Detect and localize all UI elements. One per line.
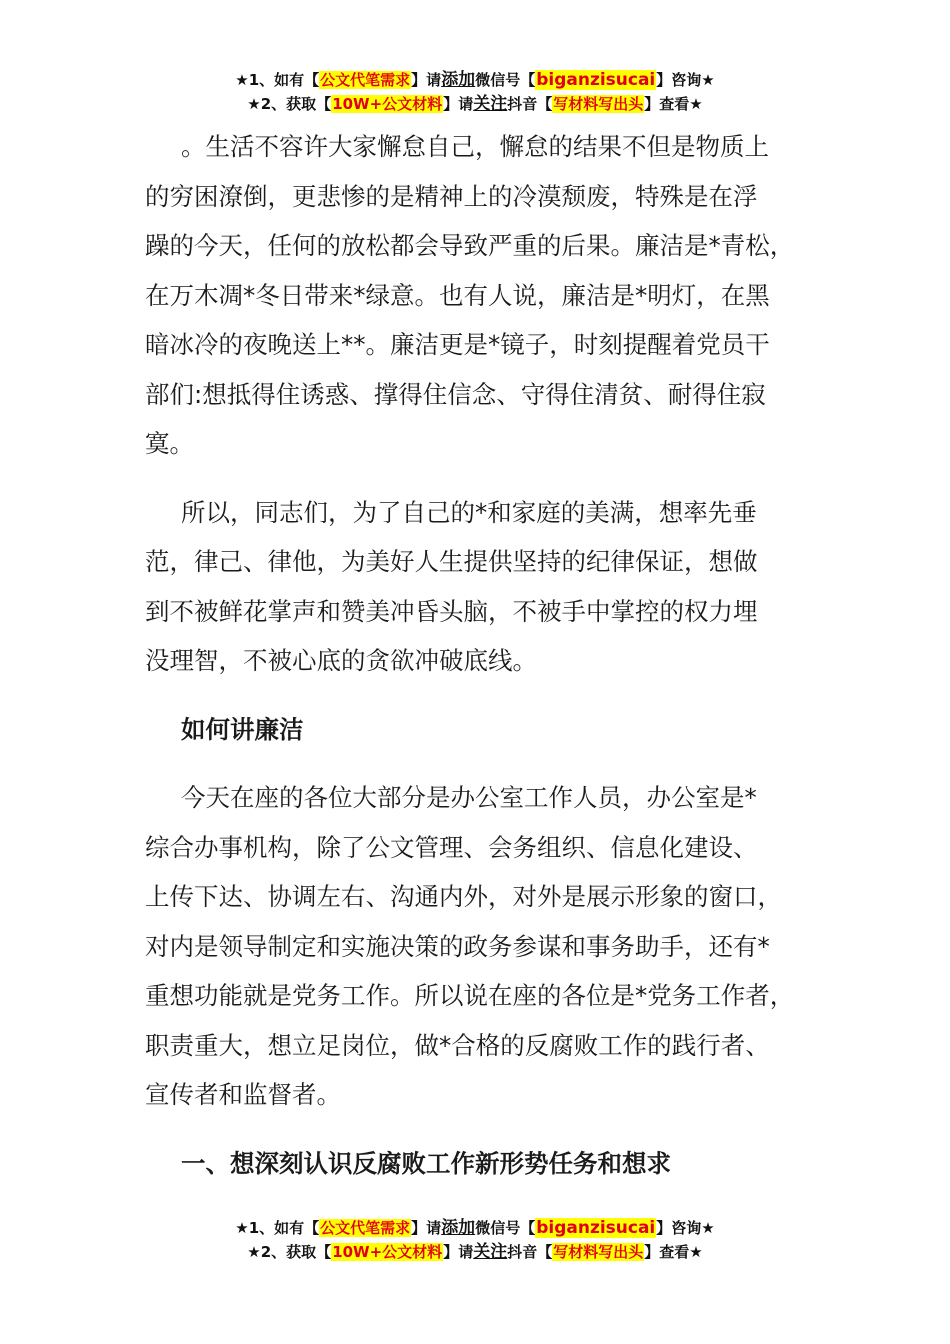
paragraph-2 xyxy=(145,488,825,686)
promo-text: 】请 xyxy=(411,71,442,89)
promo-text: 微信号【 xyxy=(475,71,536,89)
document-body xyxy=(145,122,825,1188)
paragraph-spacer xyxy=(145,754,825,773)
text-line: 综合办事机构，除了公文管理、会务组织、信息化建设、 xyxy=(145,832,758,862)
text-line: 到不被鲜花掌声和赞美冲昏头脑，不被手中掌控的权力埋 xyxy=(145,596,758,626)
promo-text: 抖音【 xyxy=(507,95,553,113)
promo-emphasis: 添加 xyxy=(441,1218,476,1238)
text-line: 今天在座的各位大部分是办公室工作人员，办公室是* xyxy=(181,783,757,812)
text-line: 职责重大，想立足岗位，做*合格的反腐败工作的践行者、 xyxy=(145,1030,770,1060)
text-line: 重想功能就是党务工作。所以说在座的各位是*党务工作者， xyxy=(145,981,795,1010)
text-line: 对内是领导制定和实施决策的政务参谋和事务助手，还有* xyxy=(145,931,770,961)
promo-highlight: 10W+公文材料 xyxy=(332,95,443,113)
promo-text: 】请 xyxy=(443,95,474,113)
promo-emphasis: 添加 xyxy=(441,70,476,90)
promo-highlight: 公文代笔需求 xyxy=(320,1219,411,1237)
text-line: 暗冰冷的夜晚送上**。廉洁更是*镜子，时刻提醒着党员干 xyxy=(145,330,770,359)
promo-line-1 xyxy=(0,68,950,92)
text-line: 上传下达、协调左右、沟通内外，对外是展示形象的窗口， xyxy=(145,882,782,911)
promo-highlight: 10W+公文材料 xyxy=(332,1243,443,1261)
text-line: 躁的今天，任何的放松都会导致严重的后果。廉洁是*青松， xyxy=(145,231,795,260)
promo-highlight: 公文代笔需求 xyxy=(320,71,411,89)
text-line: 在万木凋*冬日带来*绿意。也有人说，廉洁是*明灯，在黑 xyxy=(145,280,770,310)
text-line: 的穷困潦倒，更悲惨的是精神上的冷漠颓废，特殊是在浮 xyxy=(145,181,758,211)
text-line: 。生活不容许大家懈怠自己，懈怠的结果不但是物质上 xyxy=(181,132,769,161)
promo-emphasis: 关注 xyxy=(473,1242,508,1262)
promo-text: 】咨询★ xyxy=(656,1219,715,1237)
promo-douyin-account: 写材料写出头 xyxy=(553,95,644,113)
promo-text: ★1、如有【 xyxy=(235,71,320,89)
promo-text: 微信号【 xyxy=(475,1219,536,1237)
text-line: 范，律己、律他，为美好人生提供坚持的纪律保证，想做 xyxy=(145,547,758,576)
promo-douyin-account: 写材料写出头 xyxy=(553,1243,644,1261)
promo-line-2 xyxy=(0,1240,950,1264)
paragraph-3 xyxy=(145,773,825,1120)
promo-text: 】查看★ xyxy=(644,1243,703,1261)
text-line: 没理智，不被心底的贪欲冲破底线。 xyxy=(145,646,537,675)
section-heading: 如何讲廉洁 xyxy=(181,714,304,744)
promo-header xyxy=(0,68,950,116)
promo-text: ★2、获取【 xyxy=(247,95,332,113)
paragraph-spacer xyxy=(145,686,825,705)
paragraph-spacer xyxy=(145,1120,825,1139)
paragraph-spacer xyxy=(145,469,825,488)
text-line: 宣传者和监督者。 xyxy=(145,1080,341,1109)
promo-wechat-id: biganzisucai xyxy=(536,1218,656,1238)
promo-wechat-id: biganzisucai xyxy=(536,70,656,90)
paragraph-1 xyxy=(145,122,825,469)
section-heading: 一、想深刻认识反腐败工作新形势任务和想求 xyxy=(181,1148,671,1178)
promo-text: 】咨询★ xyxy=(656,71,715,89)
promo-text: 】请 xyxy=(443,1243,474,1261)
text-line: 所以，同志们，为了自己的*和家庭的美满，想率先垂 xyxy=(181,497,757,527)
text-line: 部们:想抵得住诱惑、撑得住信念、守得住清贫、耐得住寂 xyxy=(145,379,766,409)
promo-text: ★2、获取【 xyxy=(247,1243,332,1261)
promo-line-1 xyxy=(0,1216,950,1240)
promo-footer xyxy=(0,1216,950,1264)
text-line: 寞。 xyxy=(145,429,194,458)
promo-line-2 xyxy=(0,92,950,116)
promo-text: 】请 xyxy=(411,1219,442,1237)
promo-text: ★1、如有【 xyxy=(235,1219,320,1237)
promo-text: 抖音【 xyxy=(507,1243,553,1261)
promo-emphasis: 关注 xyxy=(473,94,508,114)
promo-text: 】查看★ xyxy=(644,95,703,113)
